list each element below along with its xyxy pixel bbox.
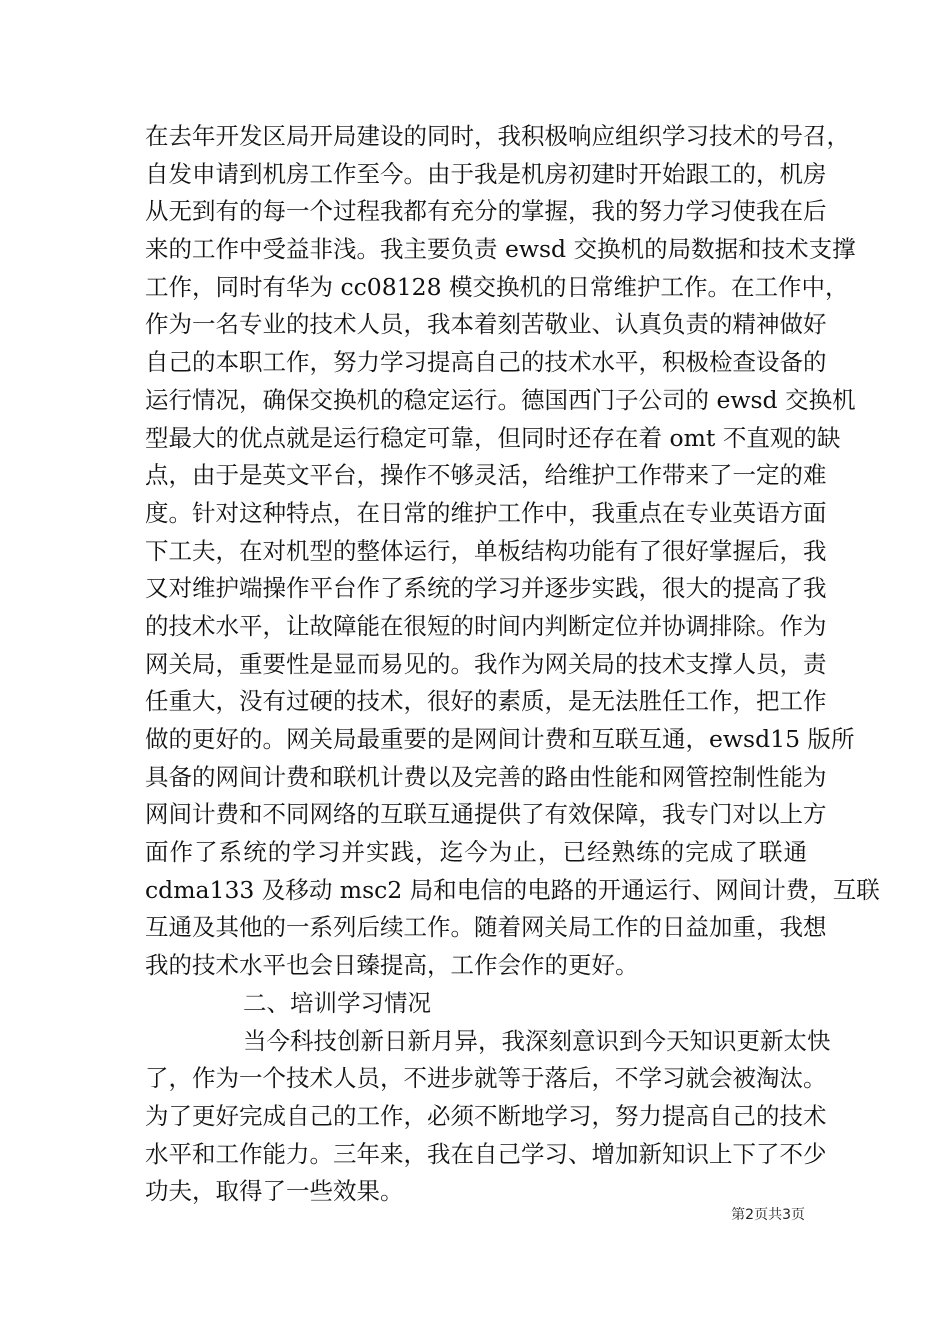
text-line: 具备的网间计费和联机计费以及完善的路由性能和网管控制性能为 bbox=[145, 762, 827, 791]
text-line: 功夫，取得了一些效果。 bbox=[145, 1177, 404, 1206]
text-line: 为了更好完成自己的工作，必须不断地学习，努力提高自己的技术 bbox=[145, 1101, 827, 1130]
text-line: 自己的本职工作，努力学习提高自己的技术水平，积极检查设备的 bbox=[145, 348, 827, 377]
text-line: 从无到有的每一个过程我都有充分的掌握，我的努力学习使我在后 bbox=[145, 197, 827, 226]
text-line: 互通及其他的一系列后续工作。随着网关局工作的日益加重，我想 bbox=[145, 913, 827, 942]
text-line: 网关局，重要性是显而易见的。我作为网关局的技术支撑人员，责 bbox=[145, 649, 827, 678]
text-line: 水平和工作能力。三年来，我在自己学习、增加新知识上下了不少 bbox=[145, 1139, 827, 1168]
text-line: 网间计费和不同网络的互联互通提供了有效保障，我专门对以上方 bbox=[145, 800, 827, 829]
text-line: 自发申请到机房工作至今。由于我是机房初建时开始跟工的，机房 bbox=[145, 159, 827, 188]
text-line: cdma133 及移动 msc2 局和电信的电路的开通运行、网间计费，互联 bbox=[145, 875, 880, 904]
text-line: 来的工作中受益非浅。我主要负责 ewsd 交换机的局数据和技术支撑 bbox=[145, 235, 856, 264]
text-line: 的技术水平，让故障能在很短的时间内判断定位并协调排除。作为 bbox=[145, 611, 827, 640]
text-line: 我的技术水平也会日臻提高，工作会作的更好。 bbox=[145, 951, 639, 980]
document-body bbox=[145, 118, 880, 1211]
section-heading: 二、培训学习情况 bbox=[243, 988, 431, 1017]
text-line: 任重大，没有过硬的技术，很好的素质，是无法胜任工作，把工作 bbox=[145, 687, 827, 716]
text-line: 当今科技创新日新月异，我深刻意识到今天知识更新太快 bbox=[243, 1026, 831, 1055]
page-number: 第2页共3页 bbox=[731, 1207, 805, 1223]
text-line: 度。针对这种特点，在日常的维护工作中，我重点在专业英语方面 bbox=[145, 498, 827, 527]
text-line: 工作，同时有华为 cc08128 模交换机的日常维护工作。在工作中， bbox=[145, 272, 849, 301]
text-line: 型最大的优点就是运行稳定可靠，但同时还存在着 omt 不直观的缺 bbox=[145, 423, 841, 452]
text-line: 下工夫，在对机型的整体运行，单板结构功能有了很好掌握后，我 bbox=[145, 536, 827, 565]
text-line: 又对维护端操作平台作了系统的学习并逐步实践，很大的提高了我 bbox=[145, 574, 827, 603]
text-line: 在去年开发区局开局建设的同时，我积极响应组织学习技术的号召， bbox=[145, 122, 850, 150]
text-line: 面作了系统的学习并实践，迄今为止，已经熟练的完成了联通 bbox=[145, 838, 807, 867]
text-line: 作为一名专业的技术人员，我本着刻苦敬业、认真负责的精神做好 bbox=[145, 310, 827, 339]
text-line: 运行情况，确保交换机的稳定运行。德国西门子公司的 ewsd 交换机 bbox=[145, 385, 856, 414]
text-line: 了，作为一个技术人员，不进步就等于落后，不学习就会被淘汰。 bbox=[145, 1064, 827, 1093]
text-line: 点，由于是英文平台，操作不够灵活，给维护工作带来了一定的难 bbox=[145, 461, 827, 490]
text-line: 做的更好的。网关局最重要的是网间计费和互联互通，ewsd15 版所 bbox=[145, 725, 855, 753]
